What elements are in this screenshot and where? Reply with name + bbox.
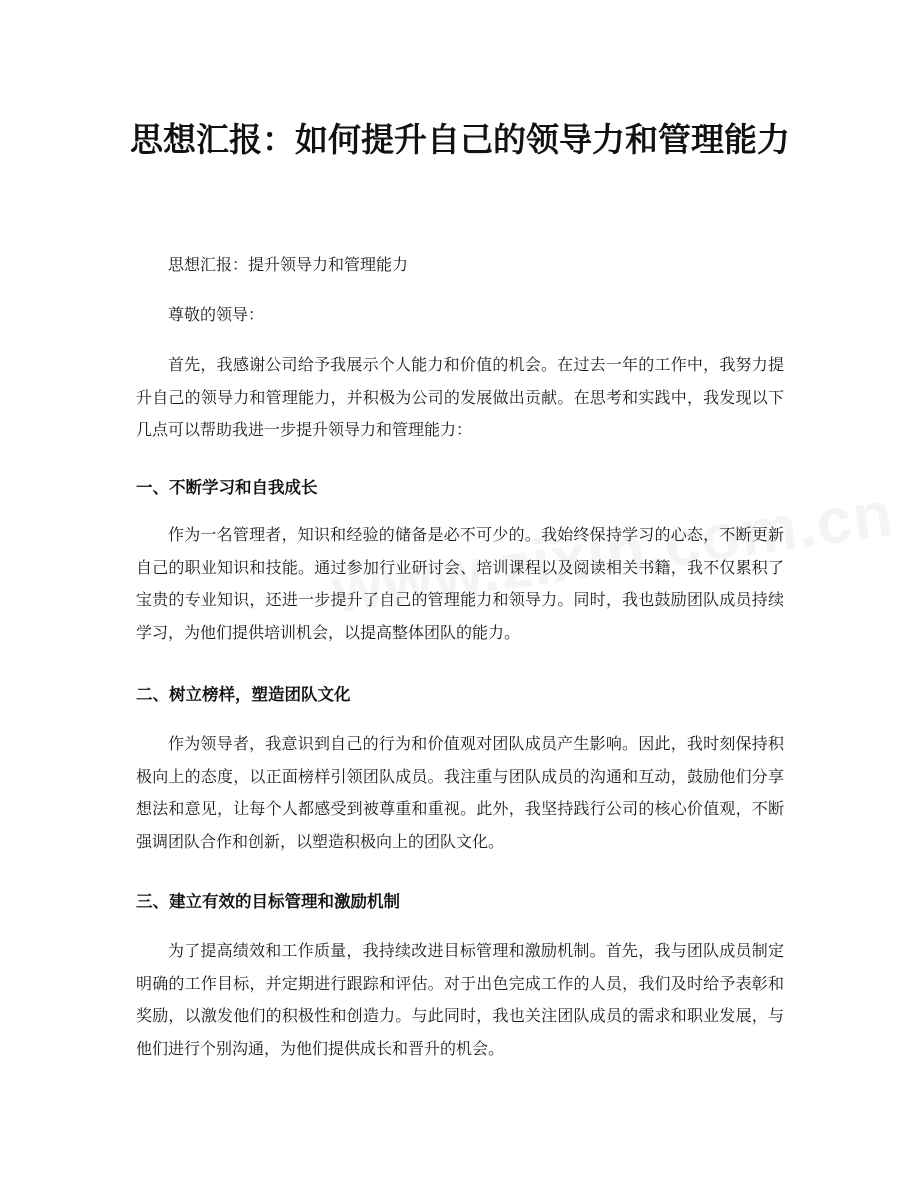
section-heading: 三、建立有效的目标管理和激励机制	[136, 892, 400, 911]
document-title: 思想汇报：如何提升自己的领导力和管理能力	[130, 120, 790, 159]
section-body: 为了提高绩效和工作质量，我持续改进目标管理和激励机制。首先，我与团队成员制定明确的工作目标，并定期进行跟踪和评估。对于出色完成工作的人员，我们及时给予表彰和奖励，以激发他们的积极性和创造力。与此同时，我也关注团队成员的需求和职业发展，与他们进行个别沟通，为他们提供成长和晋升的机会。	[136, 941, 784, 1058]
intro-paragraph: 首先，我感谢公司给予我展示个人能力和价值的机会。在过去一年的工作中，我努力提升自己的领导力和管理能力，并积极为公司的发展做出贡献。在思考和实践中，我发现以下几点可以帮助我进一步提升领导力和管理能力：	[136, 355, 784, 439]
salutation: 尊敬的领导：	[168, 305, 265, 324]
section-body: 作为领导者，我意识到自己的行为和价值观对团队成员产生影响。因此，我时刻保持积极向上的态度，以正面榜样引领团队成员。我注重与团队成员的沟通和互动，鼓励他们分享想法和意见，让每个人都感受到被尊重和重视。此外，我坚持践行公司的核心价值观，不断强调团队合作和创新，以塑造积极向上的团队文化。	[136, 734, 784, 851]
section-body: 作为一名管理者，知识和经验的储备是必不可少的。我始终保持学习的心态，不断更新自己的职业知识和技能。通过参加行业研讨会、培训课程以及阅读相关书籍，我不仅累积了宝贵的专业知识，还进一步提升了自己的管理能力和领导力。同时，我也鼓励团队成员持续学习，为他们提供培训机会，以提高整体团队的能力。	[136, 525, 784, 642]
subtitle-line: 思想汇报：提升领导力和管理能力	[168, 255, 409, 274]
section-heading: 二、树立榜样，塑造团队文化	[136, 685, 351, 704]
section-heading: 一、不断学习和自我成长	[136, 478, 318, 497]
